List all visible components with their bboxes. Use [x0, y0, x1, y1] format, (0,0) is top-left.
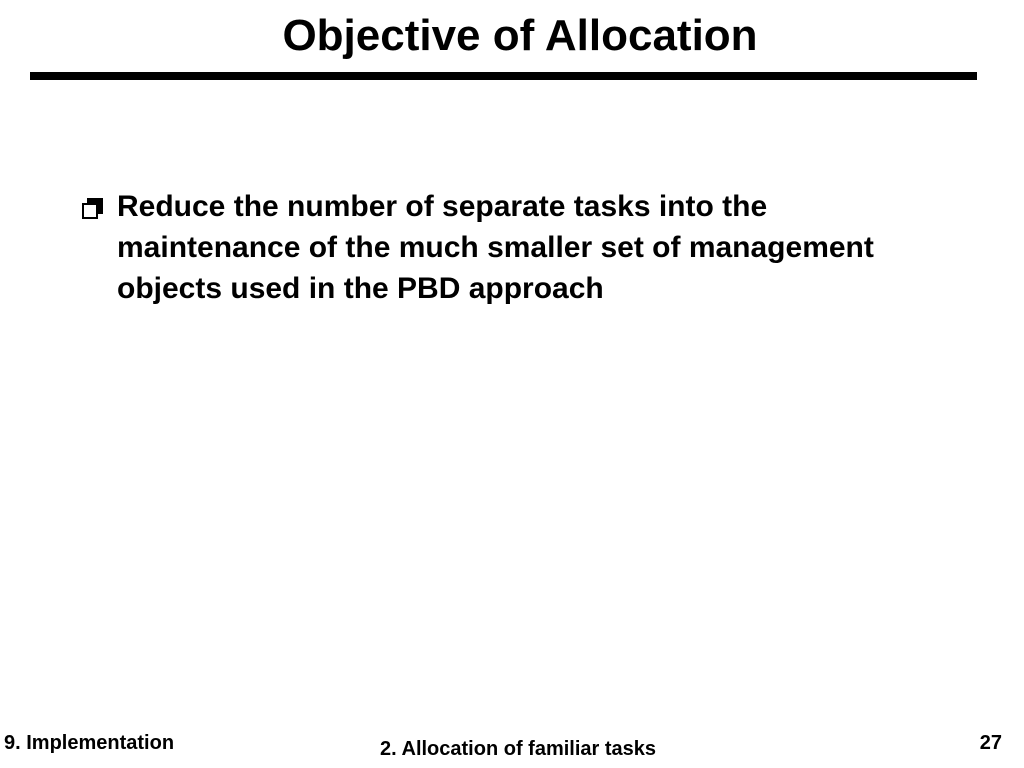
checkbox-bullet-icon	[82, 198, 108, 224]
bullet-item	[78, 186, 938, 309]
footer-section-label: 9. Implementation	[4, 732, 175, 754]
bullet-text: Reduce the number of separate tasks into the maintenance of the much smaller set of management objects used in the PBD approach	[117, 190, 874, 305]
page-number: 27	[979, 732, 1002, 754]
bullet-list	[78, 186, 938, 309]
slide-title: Objective of Allocation	[282, 11, 758, 60]
title-divider	[30, 72, 977, 80]
footer-subtitle: 2. Allocation of familiar tasks	[380, 738, 657, 760]
